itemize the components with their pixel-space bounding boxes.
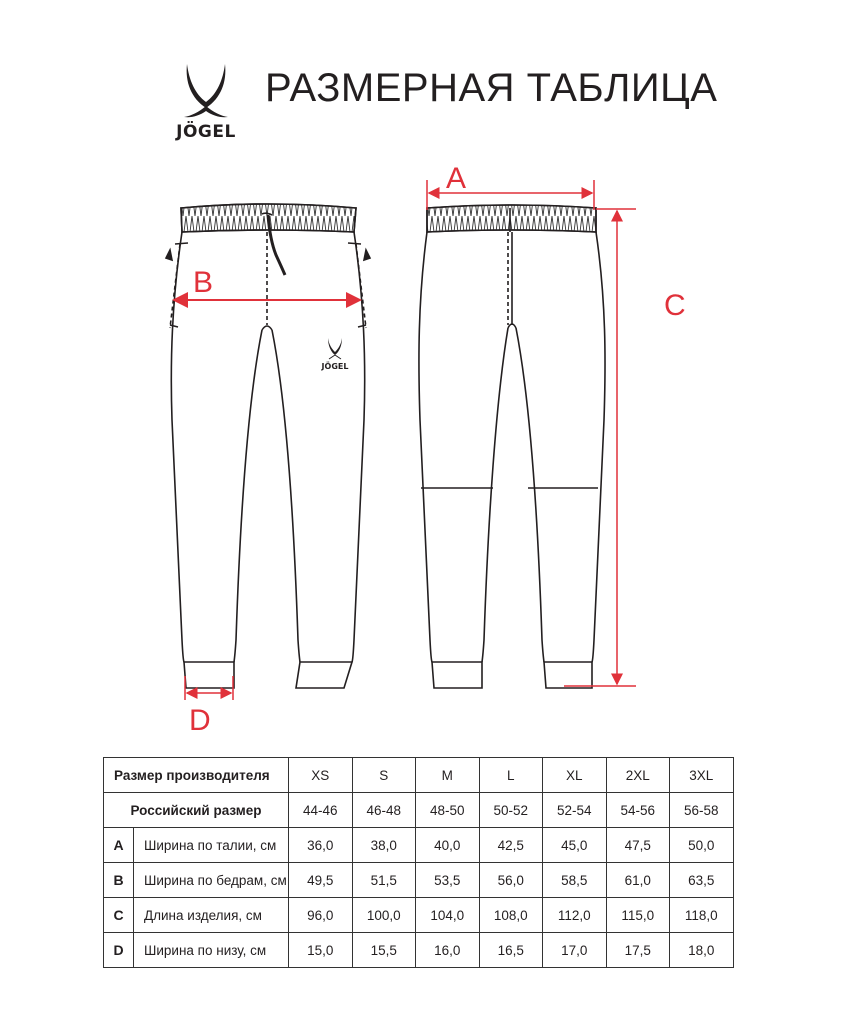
value-cell: 63,5: [670, 863, 734, 898]
ru-size-cell: 56-58: [670, 793, 734, 828]
value-cell: 108,0: [479, 898, 543, 933]
value-cell: 49,5: [289, 863, 353, 898]
row-label: Ширина по бедрам, см: [134, 863, 289, 898]
value-cell: 45,0: [543, 828, 607, 863]
size-cell: S: [352, 758, 416, 793]
size-cell: M: [416, 758, 480, 793]
value-cell: 15,0: [289, 933, 353, 968]
value-cell: 96,0: [289, 898, 353, 933]
value-cell: 18,0: [670, 933, 734, 968]
ru-size-cell: 54-56: [606, 793, 670, 828]
size-cell: 2XL: [606, 758, 670, 793]
ru-size-cell: 52-54: [543, 793, 607, 828]
front-logo-icon: [328, 338, 342, 359]
value-cell: 40,0: [416, 828, 480, 863]
dimension-label-c: C: [664, 289, 686, 322]
row-label: Ширина по талии, см: [134, 828, 289, 863]
dimension-label-d: D: [189, 704, 211, 737]
value-cell: 100,0: [352, 898, 416, 933]
table-row-hem: [104, 933, 734, 968]
svg-text:JÖGEL: JÖGEL: [321, 362, 349, 371]
value-cell: 38,0: [352, 828, 416, 863]
size-cell: 3XL: [670, 758, 734, 793]
value-cell: 61,0: [606, 863, 670, 898]
dimension-label-a: A: [446, 162, 467, 195]
table-row-waist: [104, 828, 734, 863]
value-cell: 112,0: [543, 898, 607, 933]
row-letter: B: [104, 863, 134, 898]
manufacturer-size-label: Размер производителя: [104, 758, 289, 793]
ru-size-cell: 50-52: [479, 793, 543, 828]
page-title: РАЗМЕРНАЯ ТАБЛИЦА: [265, 66, 718, 110]
back-view-pants: [419, 205, 605, 688]
value-cell: 15,5: [352, 933, 416, 968]
row-letter: A: [104, 828, 134, 863]
row-letter: D: [104, 933, 134, 968]
ru-size-cell: 46-48: [352, 793, 416, 828]
ru-size-cell: 48-50: [416, 793, 480, 828]
value-cell: 104,0: [416, 898, 480, 933]
dimension-label-b: B: [193, 266, 214, 299]
size-cell: XL: [543, 758, 607, 793]
value-cell: 53,5: [416, 863, 480, 898]
value-cell: 16,5: [479, 933, 543, 968]
value-cell: 17,5: [606, 933, 670, 968]
russian-size-label: Российский размер: [104, 793, 289, 828]
value-cell: 58,5: [543, 863, 607, 898]
value-cell: 118,0: [670, 898, 734, 933]
table-row-length: [104, 898, 734, 933]
value-cell: 115,0: [606, 898, 670, 933]
ru-size-cell: 44-46: [289, 793, 353, 828]
value-cell: 47,5: [606, 828, 670, 863]
size-cell: L: [479, 758, 543, 793]
value-cell: 36,0: [289, 828, 353, 863]
size-table: [103, 757, 734, 968]
row-letter: C: [104, 898, 134, 933]
size-cell: XS: [289, 758, 353, 793]
value-cell: 56,0: [479, 863, 543, 898]
value-cell: 50,0: [670, 828, 734, 863]
table-row-manufacturer-size: [104, 758, 734, 793]
row-label: Ширина по низу, см: [134, 933, 289, 968]
value-cell: 17,0: [543, 933, 607, 968]
value-cell: 16,0: [416, 933, 480, 968]
row-label: Длина изделия, см: [134, 898, 289, 933]
table-row-russian-size: [104, 793, 734, 828]
table-row-hips: [104, 863, 734, 898]
value-cell: 51,5: [352, 863, 416, 898]
brand-name: JÖGEL: [176, 122, 236, 142]
value-cell: 42,5: [479, 828, 543, 863]
